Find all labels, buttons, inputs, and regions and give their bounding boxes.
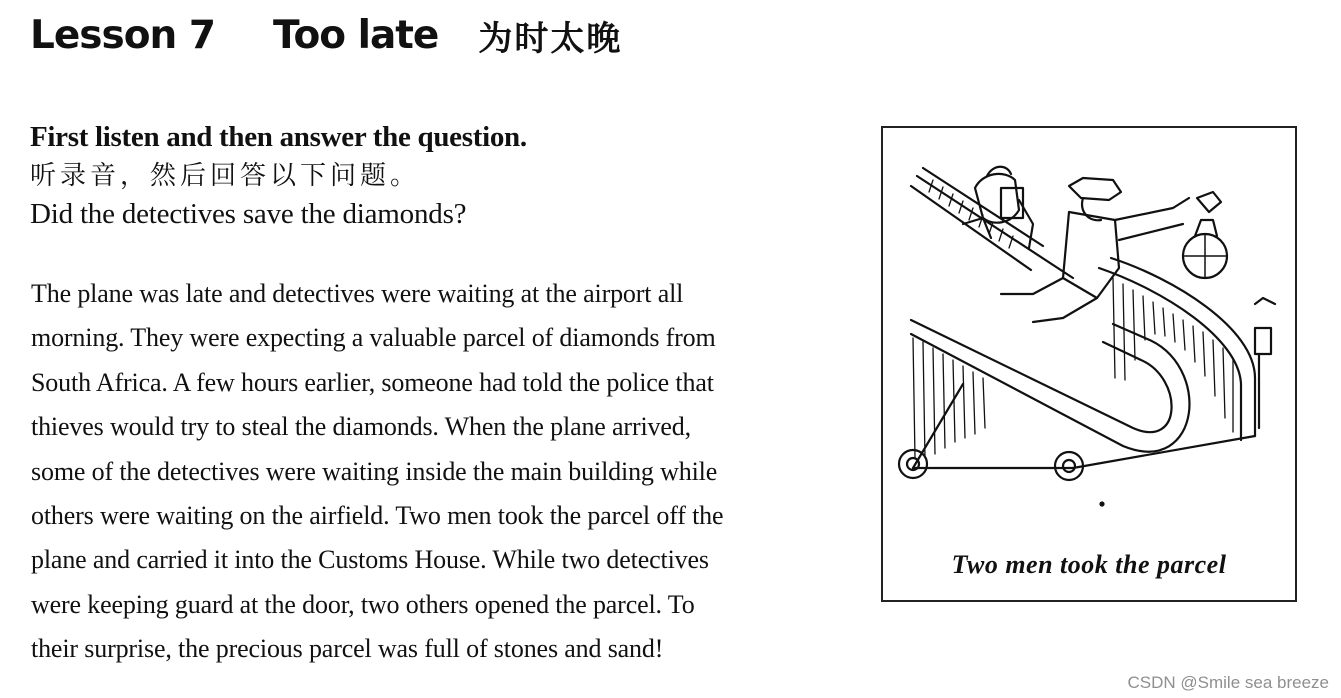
passage-line: thieves would try to steal the diamonds. When the plane arrived, — [31, 412, 691, 442]
instructions — [30, 118, 850, 232]
passage-line: The plane was late and detectives were waiting at the airport all — [31, 279, 684, 308]
lesson-number: Lesson 7 — [30, 12, 216, 58]
passage-line: plane and carried it into the Customs House. While two detectives — [31, 545, 709, 575]
lesson-title: Too late — [273, 12, 439, 58]
instruction-chinese: 听录音，然后回答以下问题。 — [30, 161, 421, 190]
passage-line: morning. They were expecting a valuable parcel of diamonds from — [31, 323, 716, 353]
passage-line: some of the detectives were waiting inside the main building while — [31, 456, 718, 486]
passage-line: others were waiting on the airfield. Two men took the parcel off the — [31, 501, 724, 531]
illustration-caption: Two men took the parcel — [951, 550, 1227, 579]
passage-line: were keeping guard at the door, two others opened the parcel. To — [31, 589, 695, 619]
passage-line: South Africa. A few hours earlier, someone had told the police that — [31, 367, 714, 397]
instruction-english: First listen and then answer the question. — [30, 121, 527, 153]
lesson-title-chinese: 为时太晚 — [478, 18, 623, 59]
illustration-figure — [881, 126, 1297, 602]
passage — [31, 272, 831, 672]
watermark: CSDN @Smile sea breeze — [1127, 673, 1329, 692]
question: Did the detectives save the diamonds? — [30, 198, 467, 230]
lesson-header — [30, 10, 622, 60]
conveyor-illustration — [883, 128, 1295, 548]
passage-line: their surprise, the precious parcel was full of stones and sand! — [31, 634, 664, 664]
